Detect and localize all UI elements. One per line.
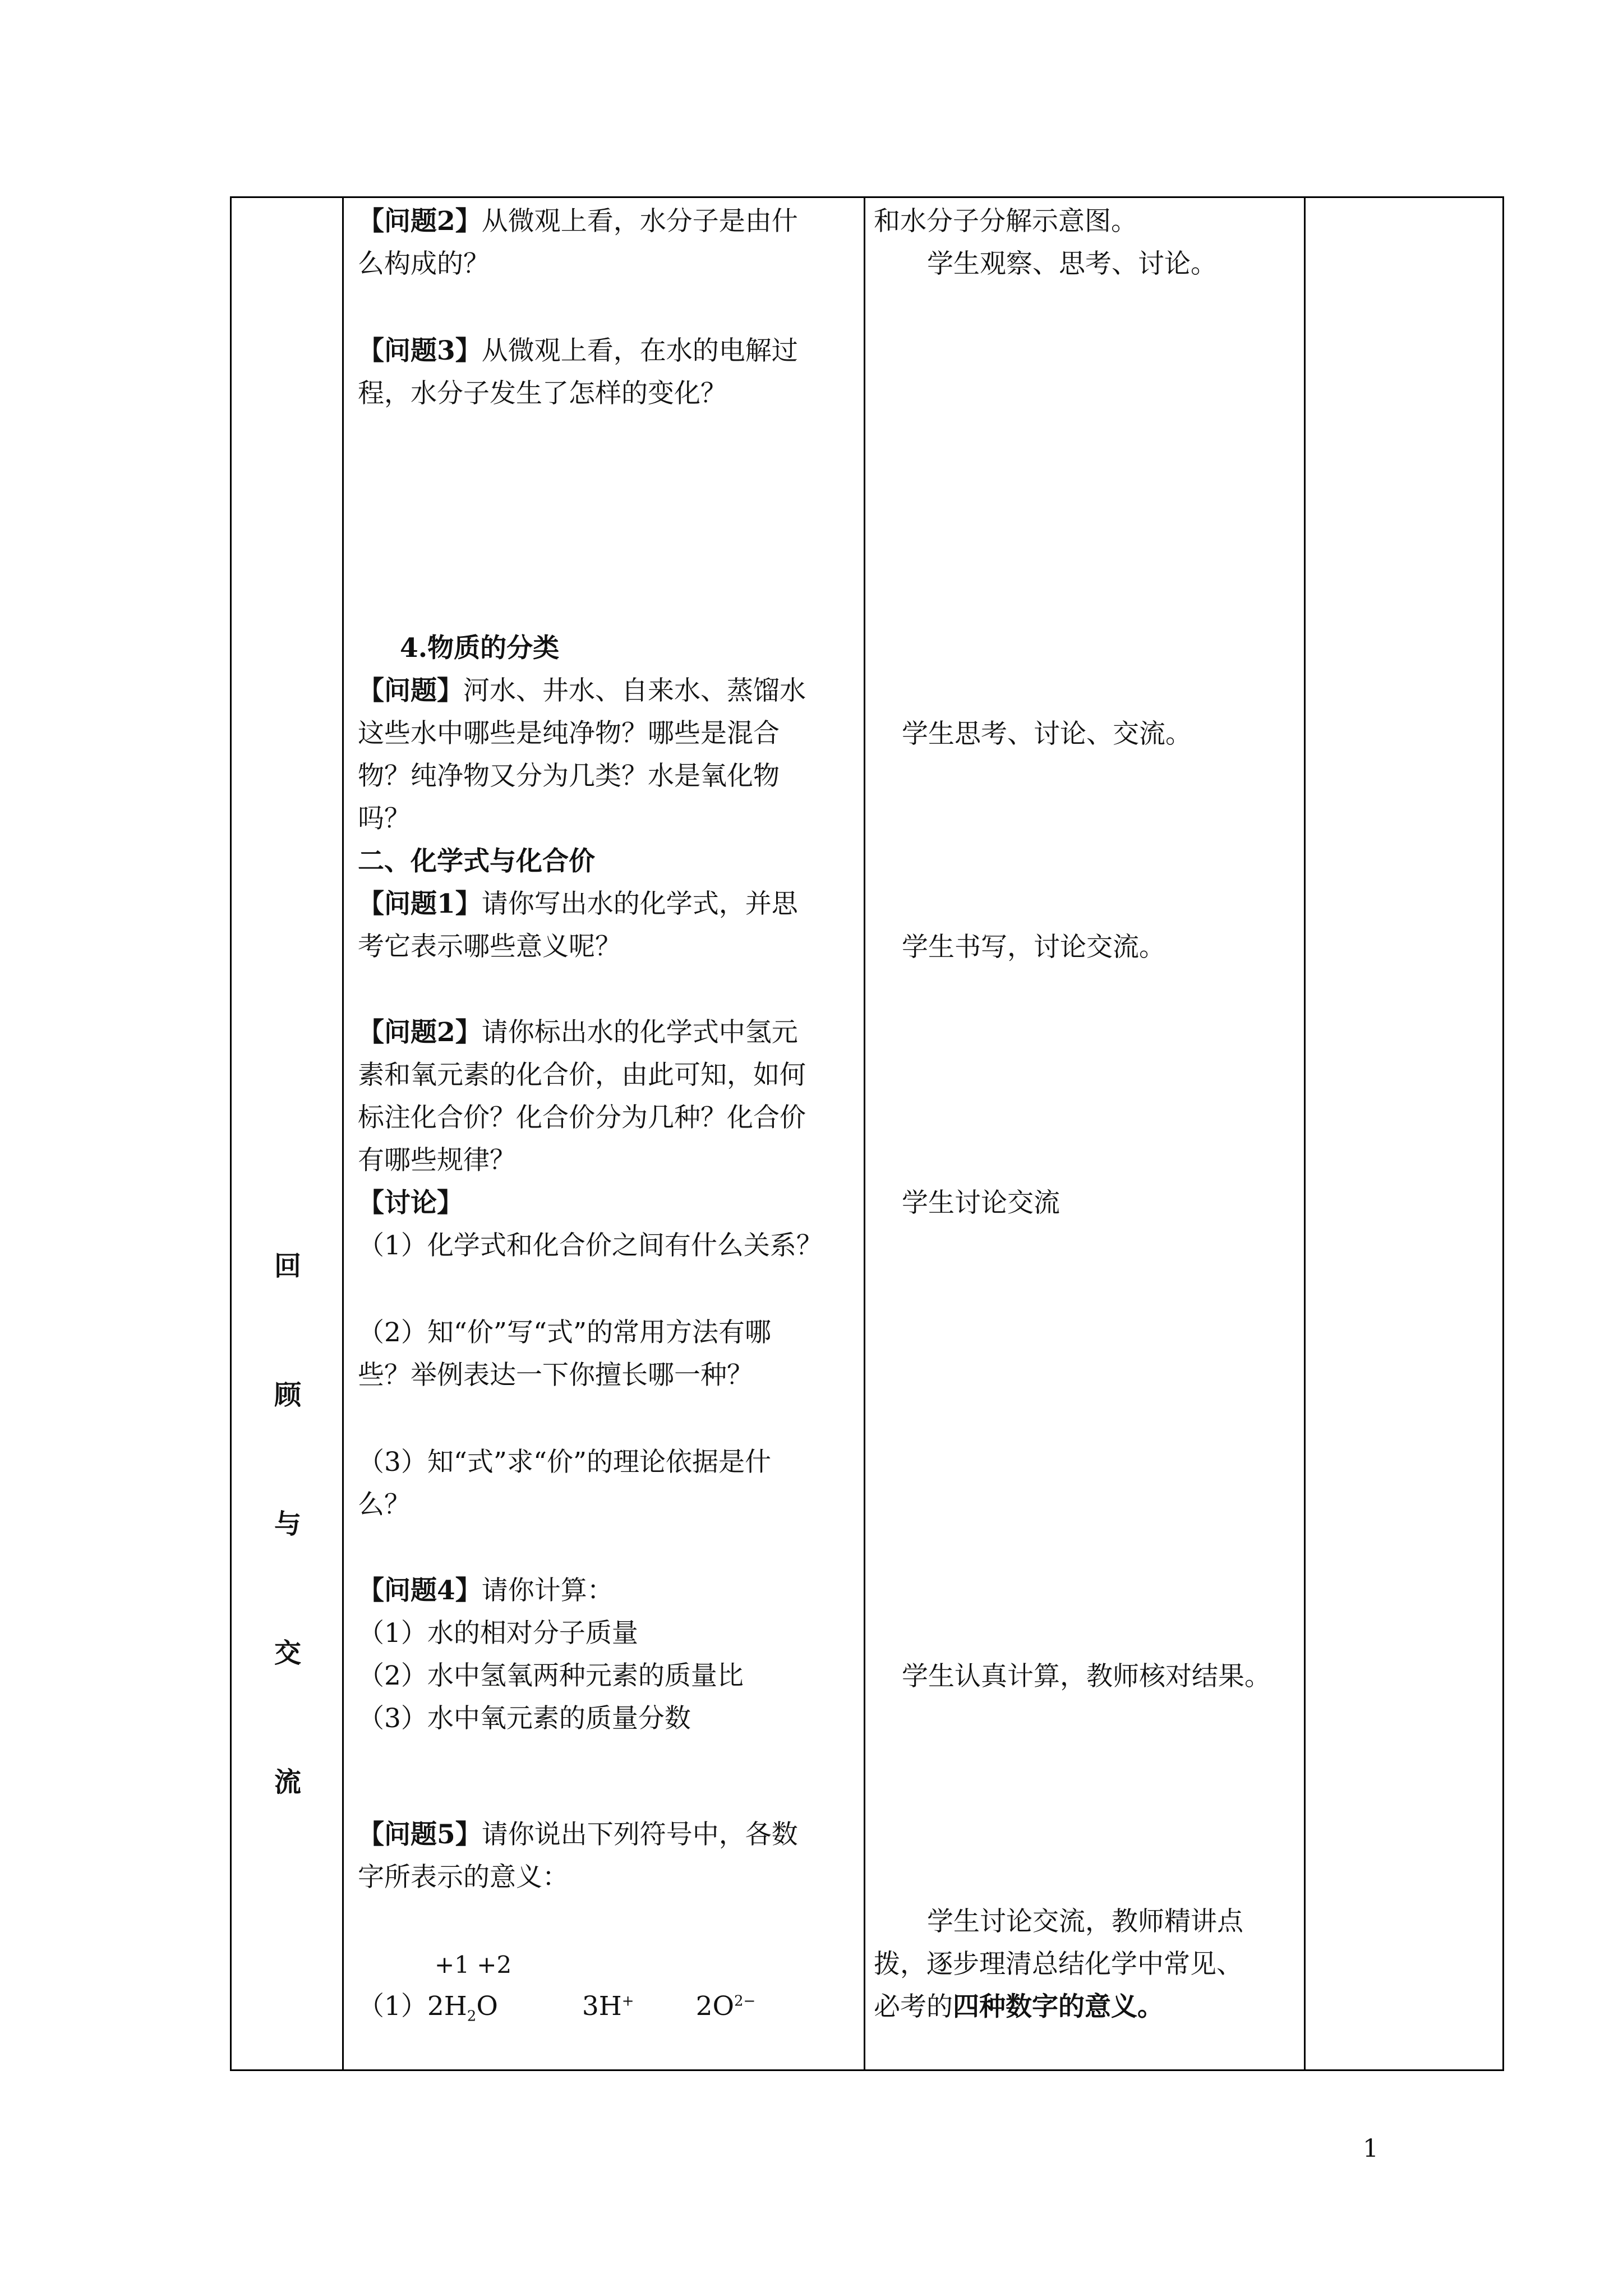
formula-oxide-ion: $2O^{2-}$: [695, 1991, 756, 2022]
classification-question-line-1: 【问题】河水、井水、自来水、蒸馏水: [358, 675, 806, 706]
page-number: 1: [1363, 2134, 1378, 2163]
discussion-item-3-line-2: 么？: [358, 1489, 411, 1520]
question-2-line-1: 【问题2】从微观上看，水分子是由什: [358, 206, 798, 237]
formula-question-2-line-4: 有哪些规律？: [358, 1145, 516, 1176]
formula-hydrogen-ion: 3H+: [582, 1991, 634, 2022]
question-3-line-1: 【问题3】从微观上看，在水的电解过: [358, 335, 798, 366]
activity-3: 学生思考、讨论、交流。: [902, 719, 1192, 749]
symbol-question-line-1: 【问题5】请你说出下列符号中，各数: [358, 1819, 798, 1850]
activity-5: 学生讨论交流: [902, 1188, 1060, 1218]
side-label-char: 与: [274, 1508, 301, 1540]
activity-7-line-3: 必考的四种数字的意义。: [874, 1991, 1164, 2022]
classification-question-line-2: 这些水中哪些是纯净物？哪些是混合: [358, 718, 780, 749]
discussion-heading: 【讨论】: [358, 1188, 463, 1218]
question-2-line-2: 么构成的？: [358, 249, 490, 279]
column-divider: [864, 198, 865, 2069]
question-3-line-2: 程，水分子发生了怎样的变化？: [358, 378, 727, 409]
side-label-char: 回: [274, 1250, 301, 1282]
activity-2: 学生观察、思考、讨论。: [927, 249, 1217, 279]
activity-1: 和水分子分解示意图。: [874, 206, 1137, 237]
formula-question-2-line-3: 标注化合价？化合价分为几种？化合价: [358, 1102, 806, 1133]
discussion-item-2-line-2: 些？举例表达一下你擅长哪一种？: [358, 1360, 753, 1391]
valence-marks: +1 +2: [435, 1951, 512, 1978]
section-2-heading: 二、化学式与化合价: [358, 846, 595, 877]
activity-6: 学生认真计算，教师核对结果。: [902, 1661, 1271, 1692]
side-label-char: 交: [274, 1637, 301, 1669]
calc-question-heading: 【问题4】请你计算：: [358, 1575, 614, 1606]
formula-water: $(1)2H_2O$: [358, 1991, 498, 2025]
lesson-table: [230, 196, 1504, 2071]
activity-7-line-1: 学生讨论交流，教师精讲点: [927, 1906, 1243, 1937]
formula-question-1-line-1: 【问题1】请你写出水的化学式，并思: [358, 889, 798, 919]
activity-7-line-2: 拨，逐步理清总结化学中常见、: [874, 1949, 1243, 1980]
side-label-char: 流: [274, 1766, 301, 1798]
symbol-question-line-2: 字所表示的意义：: [358, 1862, 569, 1893]
chemical-symbols-line: [358, 1985, 755, 2028]
discussion-item-2-line-1: （2）知“价”写“式”的常用方法有哪: [358, 1317, 772, 1348]
calc-item-2: （2）水中氢氧两种元素的质量比: [358, 1660, 744, 1691]
classification-question-line-3: 物？纯净物又分为几类？水是氧化物: [358, 761, 780, 792]
discussion-item-1: （1）化学式和化合价之间有什么关系？: [358, 1230, 823, 1261]
section-4-heading: 4.物质的分类: [400, 633, 560, 664]
activity-4: 学生书写，讨论交流。: [902, 932, 1165, 963]
side-label-char: 顾: [274, 1379, 301, 1411]
formula-question-2-line-1: 【问题2】请你标出水的化学式中氢元: [358, 1017, 798, 1048]
calc-item-3: （3）水中氧元素的质量分数: [358, 1703, 691, 1734]
formula-question-2-line-2: 素和氧元素的化合价，由此可知，如何: [358, 1060, 806, 1091]
classification-question-line-4: 吗？: [358, 803, 411, 834]
formula-question-1-line-2: 考它表示哪些意义呢？: [358, 931, 621, 962]
column-divider: [1304, 198, 1306, 2069]
calc-item-1: （1）水的相对分子质量: [358, 1618, 638, 1649]
discussion-item-3-line-1: （3）知“式”求“价”的理论依据是什: [358, 1447, 772, 1478]
